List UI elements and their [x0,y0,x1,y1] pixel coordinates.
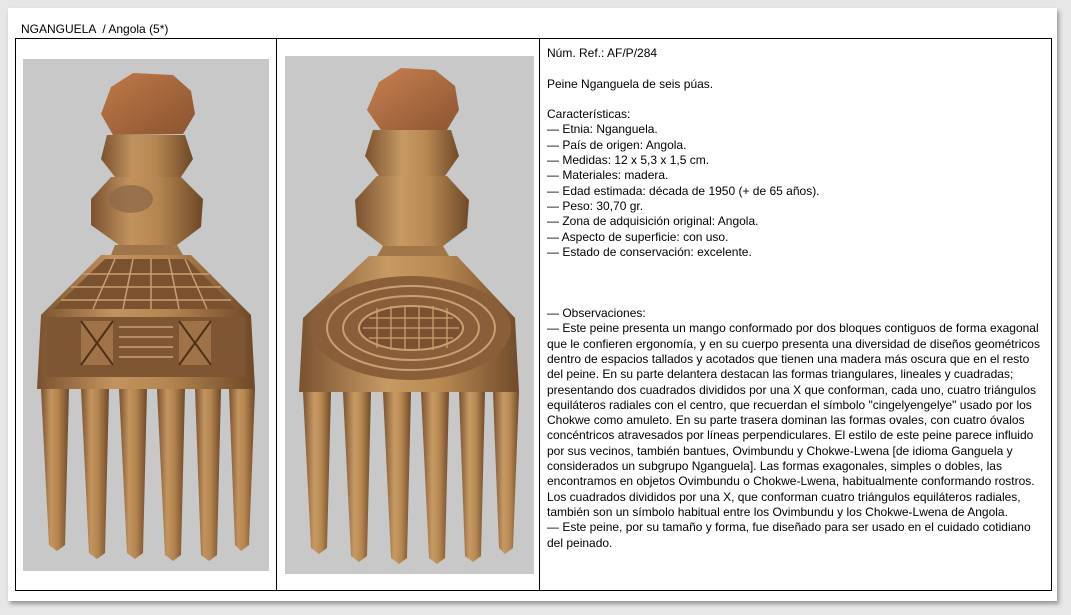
feature-item: — Peso: 30,70 gr. [547,198,644,213]
closing-paragraph: — Este peine, por su tamaño y forma, fue diseñado para ser usado en el cuidado cotidiano del peinado. [547,520,1031,550]
comb-front-photo [23,59,269,571]
comb-back-photo [285,56,534,574]
page-title: NGANGUELA / Angola (5*) [21,22,169,36]
feature-item: — Etnia: Nganguela. [547,122,658,137]
feature-item: — Zona de adquisición original: Angola. [547,214,759,229]
reference-number: Núm. Ref.: AF/P/284 [547,46,658,60]
feature-item: — Estado de conservación: excelente. [547,244,752,259]
document-sheet [8,8,1057,601]
feature-item: — Edad estimada: década de 1950 (+ de 65 años). [547,183,820,198]
observations-heading: — Observaciones: [547,306,646,321]
front-photo-cell [16,39,277,590]
back-photo-cell [277,39,540,590]
description-text [547,46,1043,551]
features-heading: Características: [547,107,631,122]
summary-text: Peine Nganguela de seis púas. [547,76,714,91]
observations-paragraph: — Este peine presenta un mango conformado por dos bloques contiguos de forma exagonal que le confieren ergonomía, y en su cuerpo presenta una diversidad de diseños geométricos dentro de espacios tallados y acotados que tienen una madera más oscura que en el resto del peine. En su parte delantera destacan las formas triangulares, lineales y cuadradas; presentando dos cuadrados divididos por una X que conforman, cada uno, cuatro triángulos equiláteros radiales con el centro, que recuerdan el símbolo "cingelyengelye" usado por los Chokwe como amuleto. En su parte trasera dominan las formas ovales, con cuatro óvalos concéntricos atravesados por líneas perpendiculares. El estilo de este peine parece influido por sus vecinos, también bantues, Ovimbundu y Chokwe-Lwena [de idioma Ganguela y considerados un subgrupo Nganguela]. Las formas exagonales, simples o dobles, las encontramos en objetos Ovimbundu o Chokwe-Lwena, habitualmente conformando rostros. Los cuadrados divididos por una X, que conforman cuatro triángulos equiláteros radiales, también son un símbolo habitual entre los Ovimbundu y los Chokwe-Lwena de Angola. [547,321,1040,519]
catalog-table [15,38,1052,591]
feature-item: — Materiales: madera. [547,168,669,183]
feature-item: — Medidas: 12 x 5,3 x 1,5 cm. [547,153,710,168]
description-cell [540,39,1051,590]
feature-item: — País de origen: Angola. [547,137,687,152]
feature-item: — Aspecto de superficie: con uso. [547,229,729,244]
